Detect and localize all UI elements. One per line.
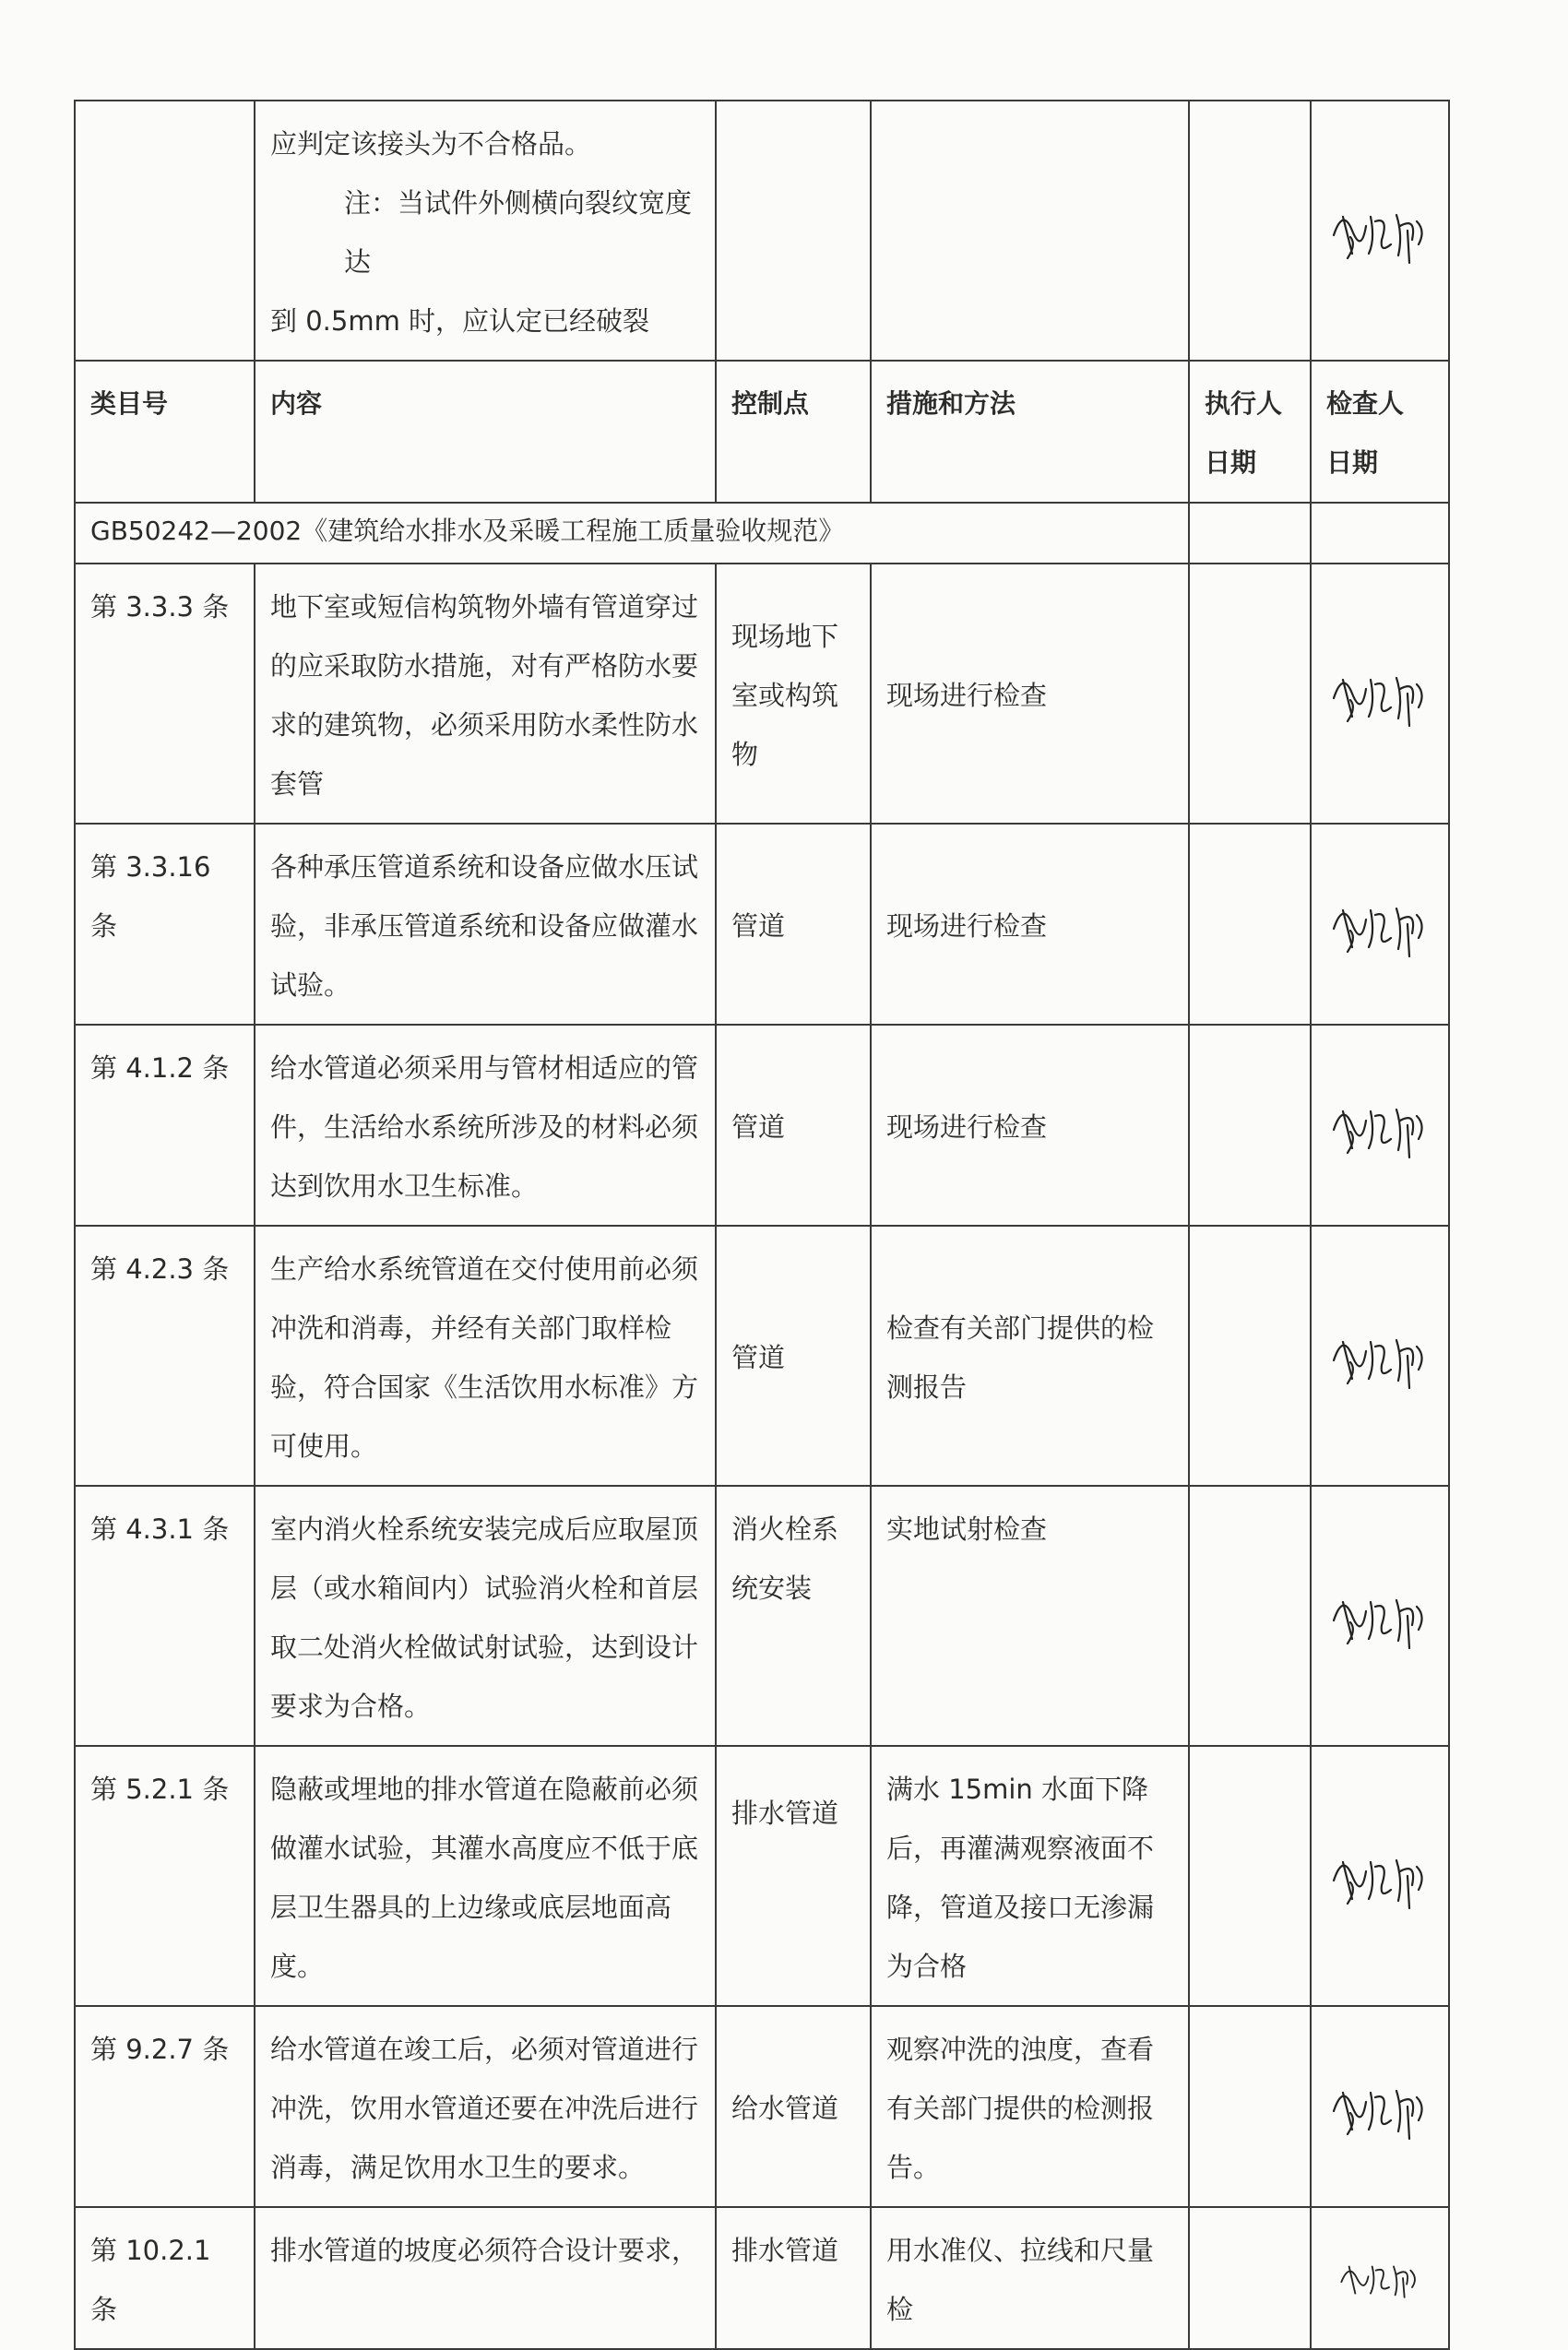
handwritten-signature (1324, 652, 1435, 735)
clause-number: 第 4.3.1 条 (75, 1486, 255, 1746)
header-inspector-label: 检查人 (1326, 388, 1405, 419)
control-point: 消火栓系统安装 (716, 1486, 871, 1746)
executor-empty (1189, 1025, 1311, 1226)
document-page (74, 100, 1448, 2350)
section-executor-empty (1189, 503, 1311, 564)
inspector-signature-cell (1311, 101, 1449, 361)
control-point: 排水管道 (716, 2207, 871, 2349)
section-title: GB50242—2002《建筑给水排水及采暖工程施工质量验收规范》 (75, 503, 1189, 564)
inspector-signature-cell (1311, 564, 1449, 824)
row-content: 地下室或短信构筑物外墙有管道穿过的应采取防水措施，对有严格防水要求的建筑物，必须采用防水柔性防水套管 (255, 564, 716, 824)
method: 观察冲洗的浊度，查看有关部门提供的检测报告。 (871, 2006, 1189, 2207)
row-content: 排水管道的坡度必须符合设计要求， (255, 2207, 716, 2349)
executor-empty (1189, 824, 1311, 1025)
clause-number: 第 5.2.1 条 (75, 1746, 255, 2006)
row-content: 给水管道必须采用与管材相适应的管件，生活给水系统所涉及的材料必须达到饮用水卫生标准。 (255, 1025, 716, 1226)
row-content: 给水管道在竣工后，必须对管道进行冲洗，饮用水管道还要在冲洗后进行消毒，满足饮用水卫生的要求。 (255, 2006, 716, 2207)
clause-number: 第 4.1.2 条 (75, 1025, 255, 1226)
handwritten-signature (1324, 1834, 1435, 1917)
executor-empty (1189, 1226, 1311, 1486)
method: 满水 15min 水面下降后，再灌满观察液面不降，管道及接口无渗漏为合格 (871, 1746, 1189, 2006)
inspector-signature-cell (1311, 1226, 1449, 1486)
handwritten-signature (1324, 1314, 1435, 1397)
method: 检查有关部门提供的检测报告 (871, 1226, 1189, 1486)
table-row (75, 1486, 1449, 1746)
control-point: 排水管道 (716, 1746, 871, 2006)
handwritten-signature (1324, 2065, 1435, 2148)
control-point: 管道 (716, 1226, 871, 1486)
clause-number: 第 4.2.3 条 (75, 1226, 255, 1486)
executor-empty (1189, 2006, 1311, 2207)
header-clause: 类目号 (75, 361, 255, 503)
table-row (75, 1226, 1449, 1486)
handwritten-signature (1329, 2255, 1431, 2301)
header-content: 内容 (255, 361, 716, 503)
continuation-content (255, 101, 716, 361)
header-inspector (1311, 361, 1449, 503)
continuation-line: 到 0.5mm 时，应认定已经破裂 (270, 305, 650, 337)
control-point: 给水管道 (716, 2006, 871, 2207)
table-row (75, 564, 1449, 824)
inspector-signature-cell (1311, 2207, 1449, 2349)
table-row (75, 1746, 1449, 2006)
handwritten-signature (1324, 1574, 1435, 1657)
handwritten-signature (1324, 1084, 1435, 1167)
row-content: 生产给水系统管道在交付使用前必须冲洗和消毒，并经有关部门取样检验，符合国家《生活饮用水标准》方可使用。 (255, 1226, 716, 1486)
inspection-table (74, 100, 1450, 2350)
inspector-signature-cell (1311, 1486, 1449, 1746)
executor-empty (1189, 2207, 1311, 2349)
executor-cell-empty (1189, 101, 1311, 361)
section-inspector-empty (1311, 503, 1449, 564)
handwritten-signature (1324, 189, 1435, 272)
header-method: 措施和方法 (871, 361, 1189, 503)
control-cell-empty (716, 101, 871, 361)
method: 现场进行检查 (871, 1025, 1189, 1226)
header-control: 控制点 (716, 361, 871, 503)
clause-number: 第 3.3.3 条 (75, 564, 255, 824)
table-row (75, 1025, 1449, 1226)
inspector-signature-cell (1311, 2006, 1449, 2207)
row-content: 隐蔽或埋地的排水管道在隐蔽前必须做灌水试验，其灌水高度应不低于底层卫生器具的上边缘或底层地面高度。 (255, 1746, 716, 2006)
clause-number: 第 10.2.1 条 (75, 2207, 255, 2349)
table-row (75, 824, 1449, 1025)
clause-number: 第 3.3.16 条 (75, 824, 255, 1025)
header-executor-date: 日期 (1205, 447, 1257, 478)
method-cell-empty (871, 101, 1189, 361)
clause-number: 第 9.2.7 条 (75, 2006, 255, 2207)
continuation-line: 应判定该接头为不合格品。 (270, 128, 592, 160)
control-point: 管道 (716, 824, 871, 1025)
continuation-row (75, 101, 1449, 361)
inspector-signature-cell (1311, 824, 1449, 1025)
inspector-signature-cell (1311, 1025, 1449, 1226)
header-row (75, 361, 1449, 503)
header-inspector-date: 日期 (1326, 447, 1379, 478)
handwritten-signature (1324, 883, 1435, 966)
method: 现场进行检查 (871, 564, 1189, 824)
row-content: 室内消火栓系统安装完成后应取屋顶层（或水箱间内）试验消火栓和首层取二处消火栓做试射试验，达到设计要求为合格。 (255, 1486, 716, 1746)
section-row (75, 503, 1449, 564)
header-executor (1189, 361, 1311, 503)
table-row (75, 2006, 1449, 2207)
control-point: 管道 (716, 1025, 871, 1226)
executor-empty (1189, 1746, 1311, 2006)
table-row (75, 2207, 1449, 2349)
method: 用水准仪、拉线和尺量检 (871, 2207, 1189, 2349)
method: 实地试射检查 (871, 1486, 1189, 1746)
header-executor-label: 执行人 (1205, 388, 1283, 419)
inspector-signature-cell (1311, 1746, 1449, 2006)
method: 现场进行检查 (871, 824, 1189, 1025)
row-content: 各种承压管道系统和设备应做水压试验，非承压管道系统和设备应做灌水试验。 (255, 824, 716, 1025)
continuation-note-line: 注：当试件外侧横向裂纹宽度达 (344, 187, 693, 278)
control-point: 现场地下室或构筑物 (716, 564, 871, 824)
executor-empty (1189, 564, 1311, 824)
executor-empty (1189, 1486, 1311, 1746)
clause-cell-empty (75, 101, 255, 361)
